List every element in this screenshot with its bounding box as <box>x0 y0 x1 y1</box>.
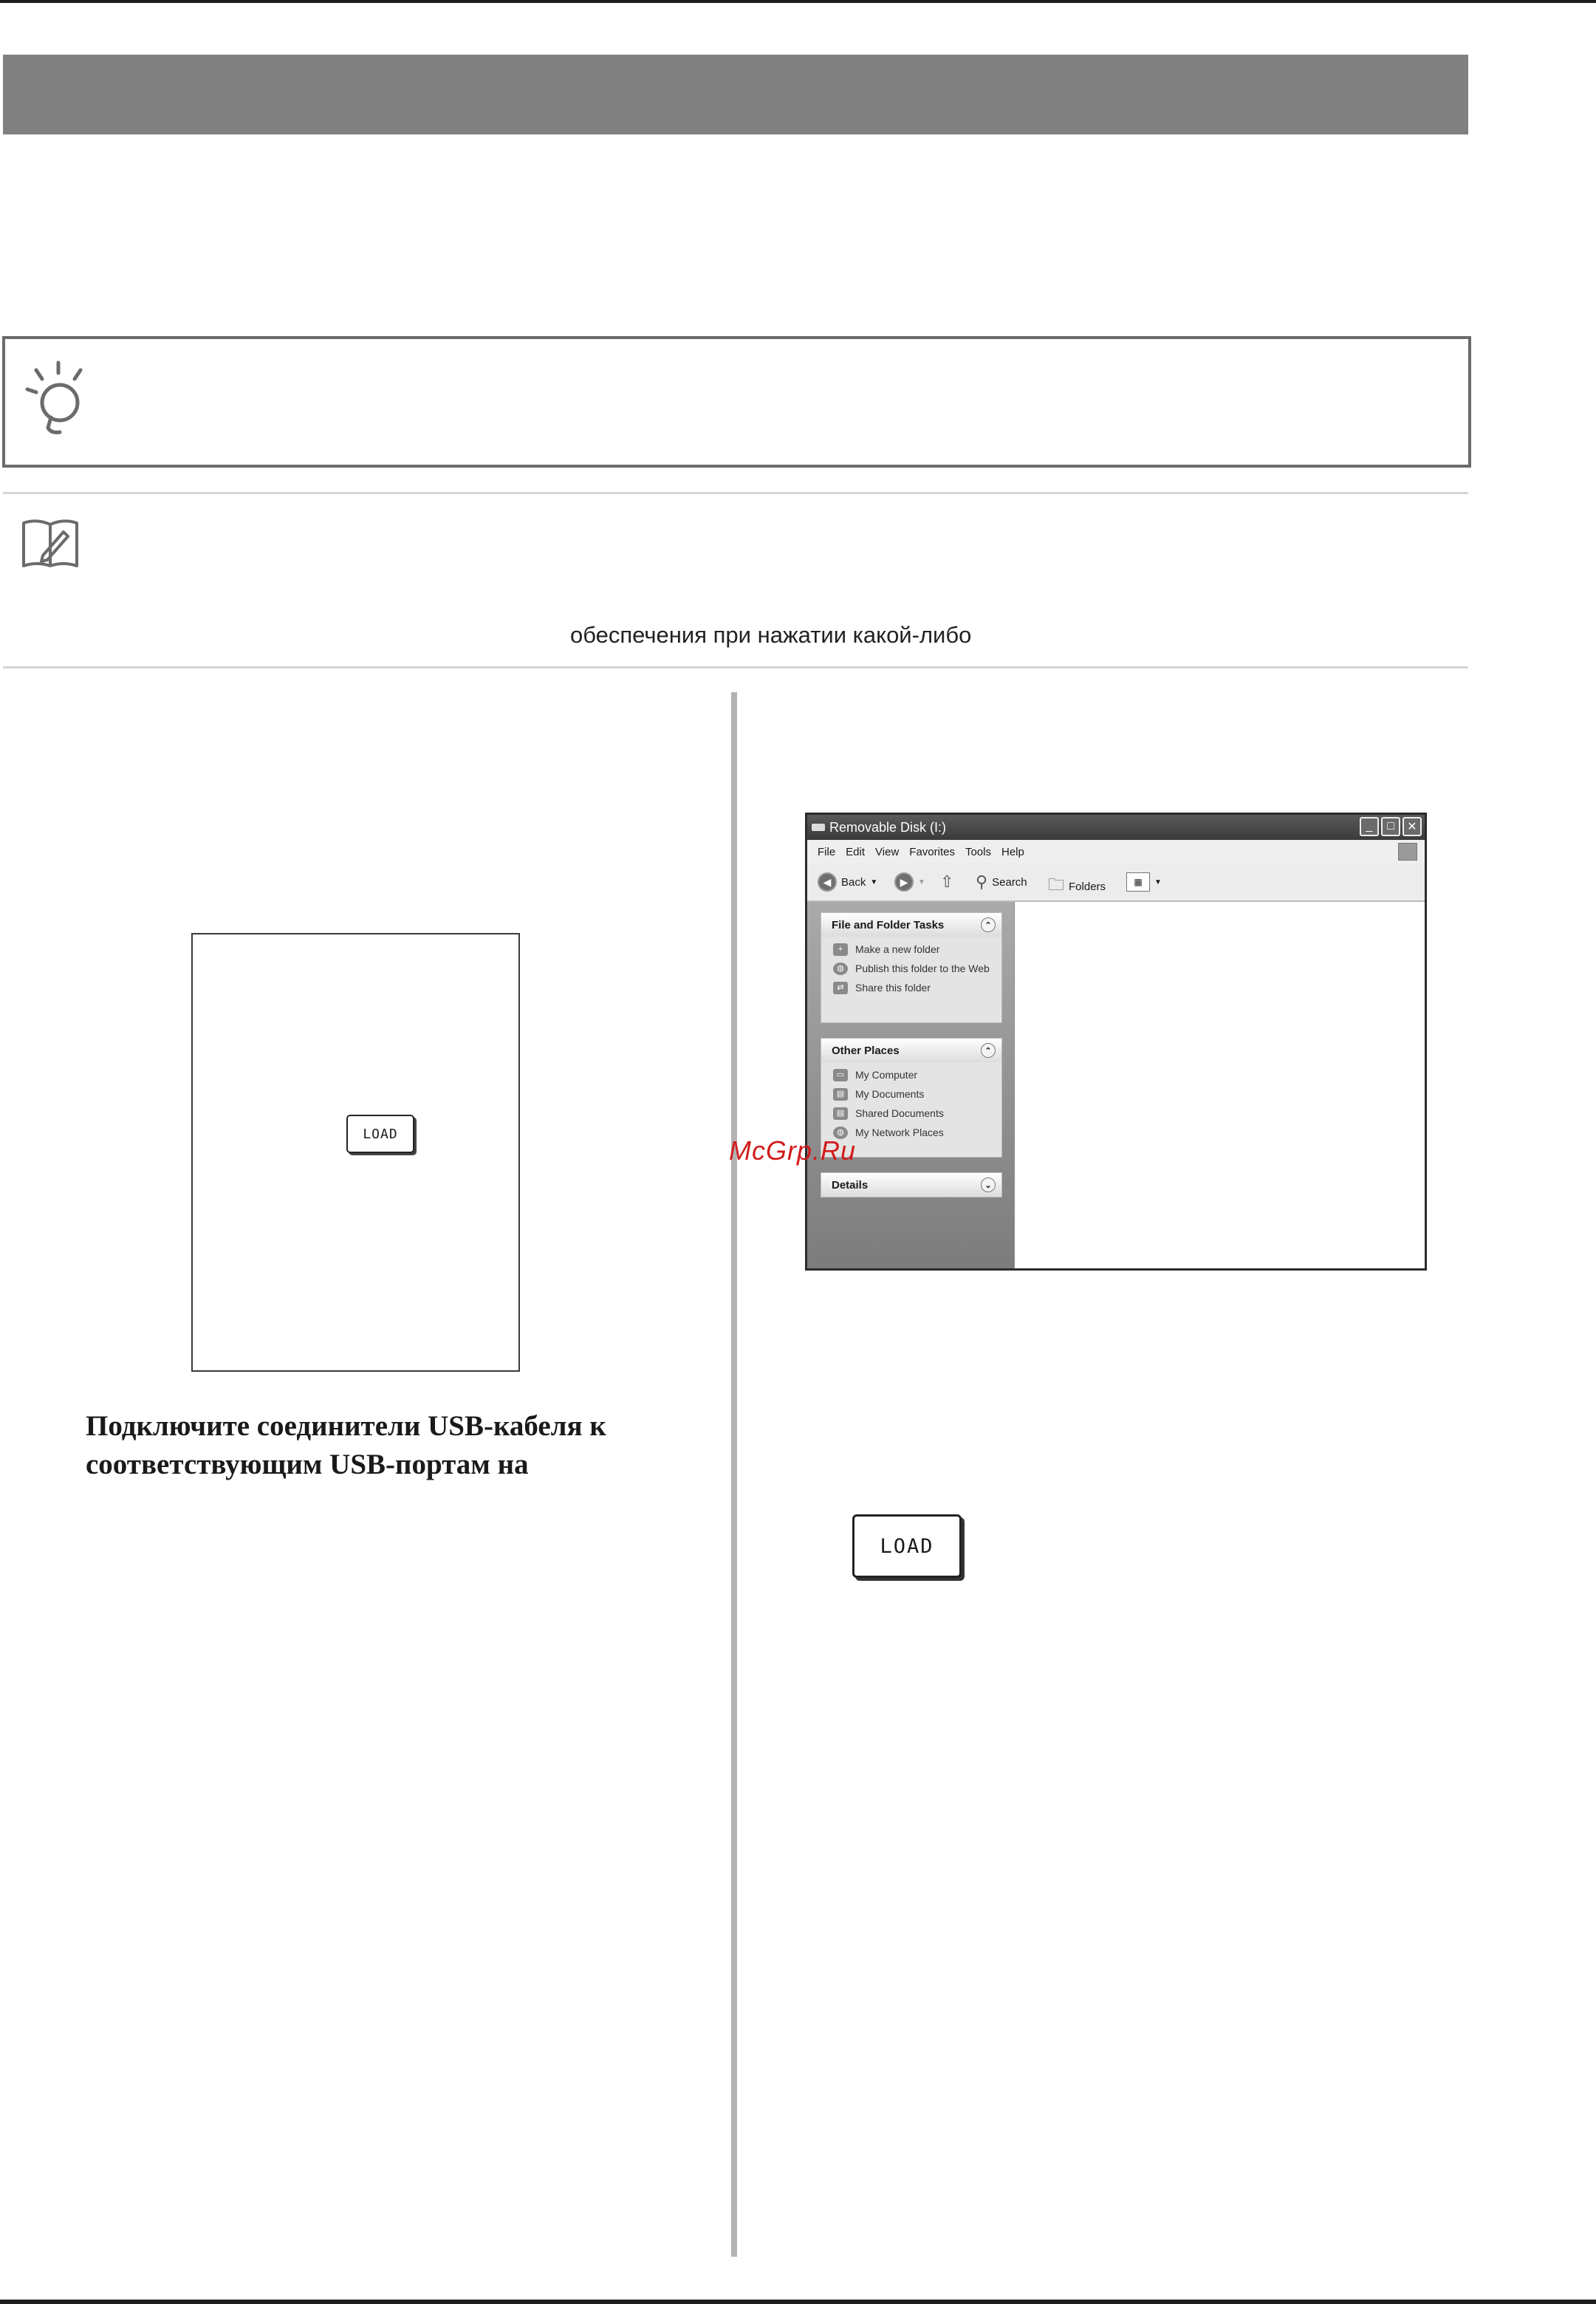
collapse-chevron-icon[interactable]: ⌃ <box>981 917 996 932</box>
network-icon: ◍ <box>833 1127 848 1139</box>
toolbar <box>807 864 1425 902</box>
documents-folder-icon: ▤ <box>833 1088 848 1101</box>
window-title-bar[interactable] <box>807 815 1425 840</box>
expand-chevron-icon[interactable]: ⌄ <box>981 1177 996 1192</box>
place-my-documents[interactable] <box>821 1088 1001 1101</box>
menu-tools[interactable]: Tools <box>965 845 991 858</box>
shared-folder-icon: ▤ <box>833 1107 848 1120</box>
folders-icon: 🗀 <box>1048 875 1065 894</box>
menu-view[interactable]: View <box>875 845 900 858</box>
task-make-folder[interactable] <box>821 943 1001 956</box>
windows-flag-icon <box>1398 843 1417 861</box>
task-share-folder-label: Share this folder <box>855 982 931 994</box>
file-folder-tasks-header[interactable] <box>821 913 1001 937</box>
place-my-documents-label: My Documents <box>855 1088 925 1100</box>
lightbulb-icon <box>21 360 95 441</box>
new-folder-icon: + <box>833 943 848 956</box>
back-dropdown-icon: ▼ <box>870 878 878 886</box>
folders-label: Folders <box>1069 880 1106 893</box>
share-folder-icon: ⇄ <box>833 982 848 994</box>
place-shared-documents-label: Shared Documents <box>855 1107 944 1119</box>
close-button[interactable]: ✕ <box>1403 817 1422 836</box>
explorer-window <box>805 813 1427 1271</box>
bottom-rule <box>0 2300 1596 2304</box>
memo-rule-bottom <box>3 666 1468 669</box>
load-button-small[interactable]: LOAD <box>346 1115 414 1153</box>
task-publish-folder-label: Publish this folder to the Web <box>855 963 990 974</box>
details-panel <box>821 1172 1002 1197</box>
up-folder-icon: ⇧ <box>940 872 954 891</box>
watermark: McGrp.Ru <box>729 1135 857 1166</box>
minimize-button[interactable]: _ <box>1360 817 1379 836</box>
folder-content-area[interactable] <box>1014 902 1425 1268</box>
top-rule <box>0 0 1596 3</box>
folders-button[interactable] <box>1048 872 1106 900</box>
back-button[interactable] <box>818 872 877 892</box>
tip-box <box>2 336 1471 468</box>
other-places-header[interactable] <box>821 1039 1001 1062</box>
forward-button[interactable] <box>894 872 925 892</box>
task-share-folder[interactable] <box>821 982 1001 994</box>
place-shared-documents[interactable] <box>821 1107 1001 1120</box>
search-label: Search <box>992 875 1027 889</box>
memo-text: обеспечения при нажатии какой-либо <box>570 622 972 648</box>
views-grid-icon: ▦ <box>1126 872 1150 892</box>
details-title: Details <box>832 1178 869 1192</box>
forward-dropdown-icon: ▼ <box>918 878 925 886</box>
column-divider <box>731 692 737 2257</box>
place-my-computer[interactable] <box>821 1069 1001 1081</box>
drive-icon <box>812 824 825 831</box>
views-dropdown-icon: ▼ <box>1154 878 1162 886</box>
menu-help[interactable]: Help <box>1001 845 1024 858</box>
menu-favorites[interactable]: Favorites <box>909 845 955 858</box>
collapse-chevron-icon[interactable]: ⌃ <box>981 1043 996 1058</box>
notebook-pencil-icon <box>21 517 80 570</box>
task-pane <box>807 902 1014 1268</box>
load-button-large[interactable]: LOAD <box>852 1514 962 1578</box>
back-label: Back <box>841 875 866 889</box>
file-folder-tasks-panel <box>821 912 1002 1023</box>
section-banner <box>3 55 1468 134</box>
memo-rule-top <box>3 492 1468 494</box>
place-network-places-label: My Network Places <box>855 1127 944 1138</box>
computer-icon: ▭ <box>833 1069 848 1081</box>
search-button[interactable] <box>976 872 1027 892</box>
place-my-computer-label: My Computer <box>855 1069 918 1081</box>
window-title: Removable Disk (I:) <box>829 819 947 835</box>
step-instruction: Подключите соединители USB-кабеля к соответствующим USB-портам на <box>86 1410 606 1480</box>
menu-file[interactable]: File <box>818 845 836 858</box>
details-header[interactable] <box>821 1173 1001 1197</box>
views-button[interactable] <box>1126 872 1162 892</box>
task-make-folder-label: Make a new folder <box>855 943 940 955</box>
maximize-button[interactable]: □ <box>1381 817 1400 836</box>
other-places-title: Other Places <box>832 1044 900 1057</box>
back-arrow-icon: ◀ <box>818 872 837 892</box>
forward-arrow-icon: ▶ <box>894 872 914 892</box>
file-folder-tasks-title: File and Folder Tasks <box>832 918 945 931</box>
task-publish-folder[interactable] <box>821 963 1001 975</box>
up-folder-button[interactable] <box>940 872 953 892</box>
globe-icon: ◍ <box>833 963 848 975</box>
menu-bar <box>807 840 1425 864</box>
menu-edit[interactable]: Edit <box>846 845 866 858</box>
search-icon: ⚲ <box>976 872 988 891</box>
